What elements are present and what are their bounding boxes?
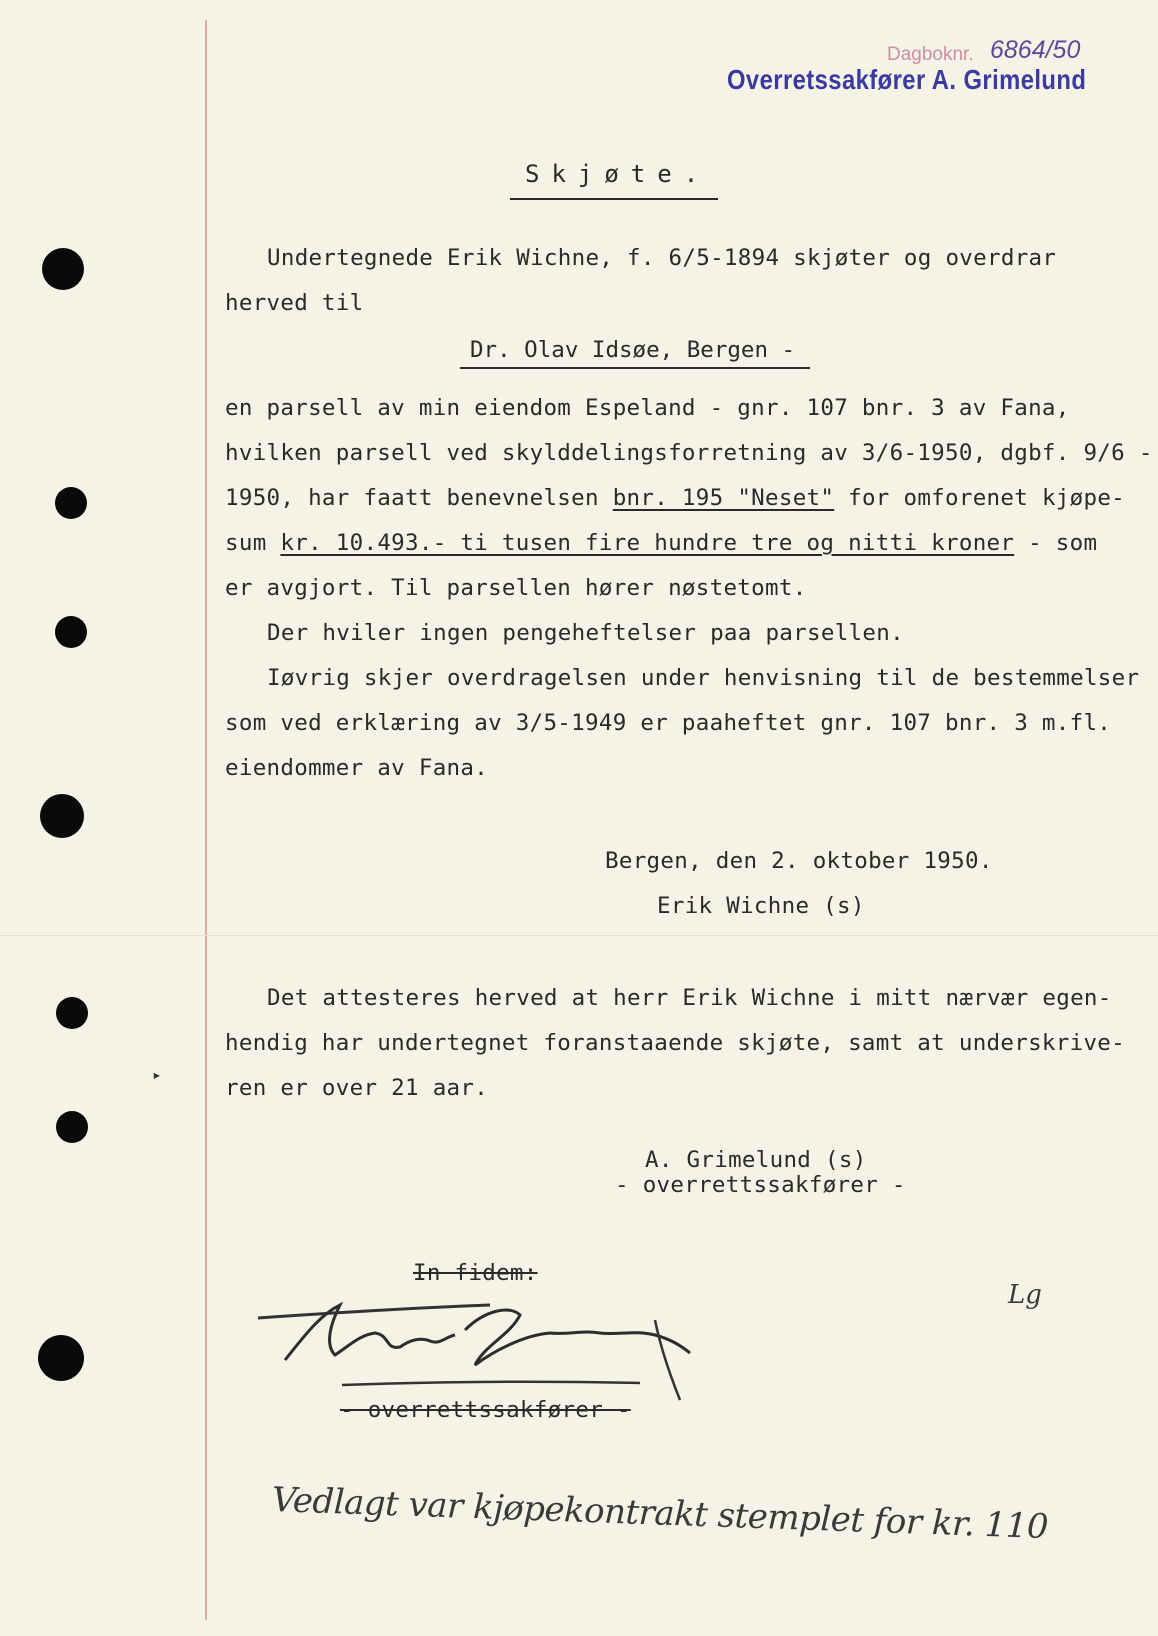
punch-hole: [38, 1335, 84, 1381]
title-underline: [510, 198, 718, 200]
handwritten-note: Vedlagt var kjøpekontrakt stemplet for kr. 110: [271, 1480, 1049, 1548]
document-title: Skjøte.: [525, 160, 711, 188]
fidem-title-text: - overrettssakfører -: [340, 1397, 631, 1423]
purchase-sum: kr. 10.493.- ti tusen fire hundre tre og nitti kroner: [280, 530, 1015, 556]
firm-stamp: Overretssakfører A. Grimelund: [727, 64, 1087, 95]
body-line: [225, 530, 1097, 556]
attestation-line: ren er over 21 aar.: [225, 1075, 489, 1101]
body-line: hvilken parsell ved skylddelingsforretning av 3/6-1950, dgbf. 9/6 -: [225, 440, 1153, 466]
fold-line: [0, 935, 1158, 936]
punch-hole: [42, 248, 84, 290]
body-text: 1950, har faatt benevnelsen: [225, 485, 613, 511]
place-date: Bergen, den 2. oktober 1950.: [605, 848, 993, 874]
body-line: Undertegnede Erik Wichne, f. 6/5-1894 skjøter og overdrar: [267, 245, 1057, 271]
attestor-title: - overrettssakfører -: [615, 1172, 906, 1198]
handwritten-initials: Lg: [1008, 1280, 1042, 1310]
body-line: som ved erklæring av 3/5-1949 er paaheftet gnr. 107 bnr. 3 m.fl.: [225, 710, 1112, 736]
body-line: herved til: [225, 290, 364, 316]
journal-stamp-label: Dagboknr.: [887, 44, 974, 65]
margin-line: [205, 20, 207, 1620]
punch-hole: [56, 997, 88, 1029]
journal-number: 6864/50: [990, 36, 1081, 64]
handwritten-signature: [250, 1275, 720, 1415]
body-text: - som: [1014, 530, 1098, 556]
body-line: er avgjort. Til parsellen hører nøstetomt.: [225, 575, 807, 601]
punch-hole: [40, 794, 84, 838]
margin-tick: ▸: [152, 1065, 162, 1084]
body-text: sum: [225, 530, 281, 556]
attestation-line: hendig har undertegnet foranstaaende skjøte, samt at underskrive-: [225, 1030, 1125, 1056]
attestation-line: Det attesteres herved at herr Erik Wichne i mitt nærvær egen-: [267, 985, 1112, 1011]
property-designation: bnr. 195 "Neset": [612, 485, 835, 511]
body-line: [225, 485, 1125, 511]
punch-hole: [55, 616, 87, 648]
body-line: eiendommer av Fana.: [225, 755, 489, 781]
body-line: Iøvrig skjer overdragelsen under henvisning til de bestemmelser: [267, 665, 1140, 691]
fidem-title: [340, 1397, 631, 1423]
recipient-name: Dr. Olav Idsøe, Bergen -: [470, 337, 796, 363]
recipient-underline: [460, 367, 810, 369]
body-line: Der hviler ingen pengeheftelser paa parsellen.: [267, 620, 904, 646]
attestor-signature: A. Grimelund (s): [645, 1147, 867, 1173]
in-fidem-label: In fidem:: [413, 1260, 538, 1286]
punch-hole: [56, 1111, 88, 1143]
seller-signature: Erik Wichne (s): [657, 893, 865, 919]
punch-hole: [55, 487, 87, 519]
body-text: for omforenet kjøpe-: [834, 485, 1126, 511]
body-line: en parsell av min eiendom Espeland - gnr. 107 bnr. 3 av Fana,: [225, 395, 1070, 421]
